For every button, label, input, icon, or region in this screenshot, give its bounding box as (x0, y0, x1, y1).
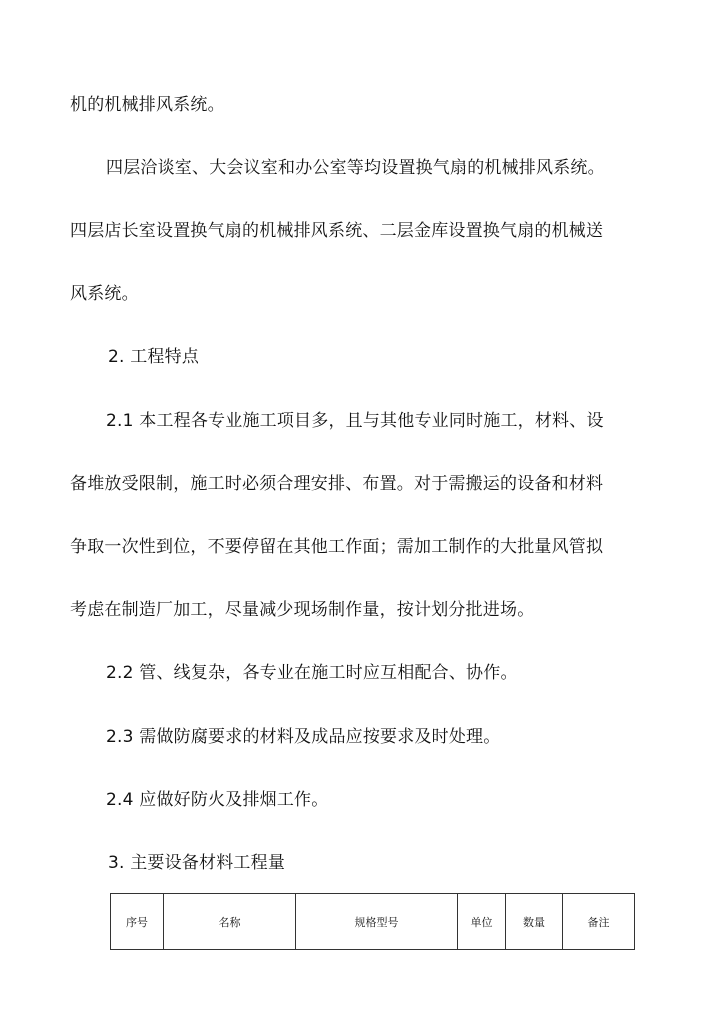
table-header-row (111, 894, 635, 950)
paragraph-line: 考虑在制造厂加工，尽量减少现场制作量，按计划分批进场。 (70, 600, 535, 620)
section-heading: 2. 工程特点 (108, 347, 200, 367)
table-header-cell: 名称 (164, 894, 296, 950)
paragraph-line: 四层洽谈室、大会议室和办公室等均设置换气扇的机械排风系统。 (106, 158, 605, 178)
table-header-cell: 规格型号 (296, 894, 458, 950)
table-header-cell: 序号 (111, 894, 164, 950)
paragraph-line: 2.1 本工程各专业施工项目多，且与其他专业同时施工，材料、设 (106, 411, 604, 431)
paragraph-line: 2.2 管、线复杂，各专业在施工时应互相配合、协作。 (106, 663, 518, 683)
table-header-cell: 数量 (506, 894, 563, 950)
paragraph-line: 争取一次性到位，不要停留在其他工作面；需加工制作的大批量风管拟 (70, 537, 604, 557)
paragraph-line: 风系统。 (70, 284, 139, 304)
paragraph-line: 备堆放受限制，施工时必须合理安排、布置。对于需搬运的设备和材料 (70, 474, 604, 494)
paragraph-line: 四层店长室设置换气扇的机械排风系统、二层金库设置换气扇的机械送 (70, 221, 604, 241)
paragraph-line: 2.4 应做好防火及排烟工作。 (106, 790, 329, 810)
table-header-cell: 备注 (563, 894, 635, 950)
paragraph-line: 2.3 需做防腐要求的材料及成品应按要求及时处理。 (106, 727, 501, 747)
paragraph-line: 机的机械排风系统。 (70, 95, 225, 115)
section-heading: 3. 主要设备材料工程量 (108, 853, 286, 873)
materials-table (110, 893, 635, 950)
table-header-cell: 单位 (458, 894, 506, 950)
